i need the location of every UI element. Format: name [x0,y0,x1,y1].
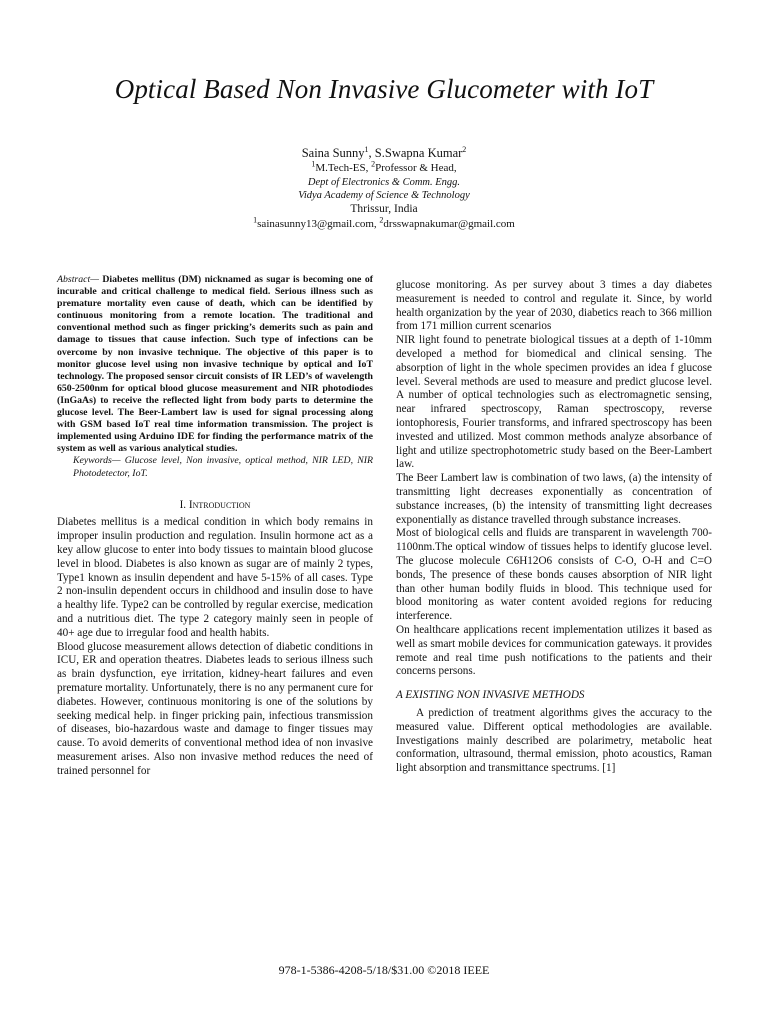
author-1: Saina Sunny [301,146,365,160]
right-paragraph-6: A prediction of treatment algorithms gives the accuracy to the measured value. Different optical methodologies are available. Investigations mainly described are polarimetry, metabolic heat conformation, ultrasound, thermal emission, photo acoustics, Raman light absorption and transmittance spectrums. [1] [396,706,712,775]
author-names [0,146,768,161]
author-1-sup: 1 [364,144,369,154]
role-sup-1: 1 [311,159,316,169]
author-location: Thrissur, India [350,203,418,215]
right-paragraph-5: On healthcare applications recent implementation utilizes it based as well as smart mobile devices for communication gateways. it provides remote and real time push notifications to the patients and their concerns persons. [396,623,712,678]
email-2: drsswapnakumar@gmail.com [383,218,515,230]
email-sup-1: 1 [253,215,258,225]
section-number: I. [179,498,187,511]
author-dept: Dept of Electronics & Comm. Engg. [307,177,461,188]
section-heading-introduction [57,499,373,513]
right-paragraph-3: The Beer Lambert law is combination of two laws, (a) the intensity of transmitting light decreases exponentially as concentration of substance increases, (b) the intensity of transmitting light decreases exponentially as distance travelled through substance increases. [396,472,712,526]
left-column [57,274,373,779]
author-block [0,146,768,232]
role-sup-2: 2 [371,159,376,169]
abstract [57,274,373,455]
subsection-heading: A EXISTING NON INVASIVE METHODS [396,689,585,702]
intro-paragraph-2: Blood glucose measurement allows detection of diabetic conditions in ICU, ER and operation theatres. Diabetes leads to serious illness such as brain dysfunction, eye irritation, kidney-heart failures and even premature mortality. Unfortunately, there is no any permanent cure for diabetes. However, continuous monitoring is one of the solutions by seeking medical help. in finger pricking pain, infectious transmission of diseases, bio-hazardous waste and damage to finger tissues may cause. To avoid demerits of conventional method idea of non invasive measurement arises. Also non invasive method reduces the need of trained personnel for [57,640,373,777]
author-2: , S.Swapna Kumar [368,146,463,160]
author-institute: Vidya Academy of Science & Technology [298,190,470,201]
right-paragraph-1: glucose monitoring. As per survey about 3 times a day diabetes measurement is needed to control and regulate it. Since, by world health organization by the year of 2030, diabetics reach to 366 million from 171 million current scenarios [396,279,712,333]
page-footer: 978-1-5386-4208-5/18/$31.00 ©2018 IEEE [278,963,490,977]
keywords: Keywords— Glucose level, Non invasive, optical method, NIR LED, NIR Photodetector, IoT. [73,455,373,479]
author-2-sup: 2 [462,144,467,154]
right-paragraph-4: Most of biological cells and fluids are transparent in wavelength 700-1100nm.The optical window of tissues helps to identify glucose level. The glucose molecule C6H12O6 consists of C-O, O-H and C=O bonds, The presence of these bonds causes absorption of NIR light than other human bodily fluids in blood. This technique used for blood monitoring as water content avoided regions for reducing interference. [396,527,712,623]
role-2: Professor & Head, [375,162,457,174]
author-emails [0,217,768,232]
paper-title: Optical Based Non Invasive Glucometer with IoT [114,74,654,104]
email-sup-2: 2 [379,215,384,225]
role-1: M.Tech-ES, [315,162,372,174]
abstract-label: Abstract— [57,274,99,285]
intro-paragraph-1: Diabetes mellitus is a medical condition in which body remains in improper insulin production and regulation. Insulin hormone act as a key allow glucose to enter into body tissues to maintain blood glucose level in blood. Diabetes is also known as sugar are of mainly 2 types, Type1 known as insulin dependent and have 5-15% of all cases. Type 2 non-insulin dependent occurs in childhood and insulin dose to have a healthy life. Type2 can be controlled by regular exercise, medication and a nutritious diet. The type 2 category mainly seen in people of 40+ age due to irregular food and health habits. [57,516,373,639]
email-1: sainasunny13@gmail.com, [257,218,380,230]
right-paragraph-2: NIR light found to penetrate biological tissues at a depth of 1-10mm developed a method for biomedical and clinical sensing. The absorption of light in the whole specimen provides an idea f glucose level. Several methods are used to measure and predict glucose level. A number of optical technologies such as electromagnetic sensing, near infrared spectroscopy, Raman spectroscopy, reverse iontophoresis, Fourier transforms, and infrared spectroscopy has been invested and utilized. Most common methods analyze absorbance of light and utilize spectrophotometric study based on the Beer-Lambert law. [396,334,712,471]
abstract-text: Diabetes mellitus (DM) nicknamed as sugar is becoming one of incurable and critical challenge to medical field. Serious illness such as premature mortality even cause of death, which can be identified by continuous monitoring from a remote location. The traditional and conventional method such as finger pricking’s demerits such as pain and damage to tissues that cause infection. Such type of infections can be overcome by non invasive technique. The objective of this paper is to monitor glucose level using non invasive technique by optical and IoT technology. The proposed sensor circuit consists of IR LED’s of wavelength 650-2500nm for optical blood glucose measurement and NIR photodiodes (InGaAs) to receive the reflected light from body parts to determine the glucose level. The Beer-Lambert law is used for signal processing along with GSM based IoT real time information transmission. The project is implemented using Arduino IDE for finding the performance matrix of the system as well as various analytical studies. [57,274,373,455]
section-title: Introduction [188,498,251,511]
author-roles [0,161,768,176]
right-column [396,279,712,776]
